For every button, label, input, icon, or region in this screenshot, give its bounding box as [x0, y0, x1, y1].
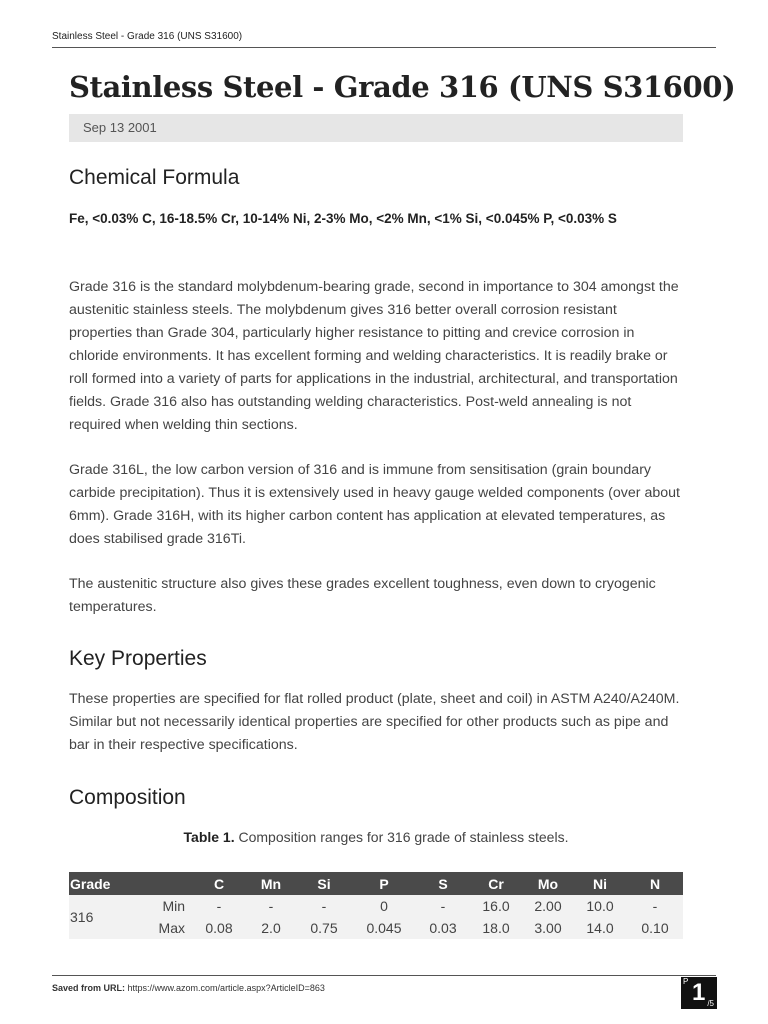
chemical-formula-heading: Chemical Formula: [69, 166, 240, 189]
table-cell: 16.0: [469, 895, 523, 917]
row-label-max: Max: [131, 917, 193, 939]
table-cell: -: [627, 895, 683, 917]
page-total: /5: [707, 999, 714, 1008]
table-cell: 0: [351, 895, 417, 917]
table-cell: 0.75: [297, 917, 351, 939]
table-caption-text: Composition ranges for 316 grade of stainless steels.: [238, 829, 569, 845]
key-properties-heading: Key Properties: [69, 647, 207, 670]
composition-heading: Composition: [69, 786, 186, 809]
table-cell: -: [417, 895, 469, 917]
table-cell: 14.0: [573, 917, 627, 939]
page-prefix: P: [683, 977, 689, 986]
table-cell: -: [297, 895, 351, 917]
table-row: [69, 895, 683, 917]
table-cell: 18.0: [469, 917, 523, 939]
header-mn: Mn: [245, 872, 297, 895]
publish-date: Sep 13 2001: [83, 120, 157, 135]
header-divider: [52, 47, 716, 48]
key-properties-paragraph: These properties are specified for flat rolled product (plate, sheet and coil) in ASTM A240/A240M. Similar but not necessarily identical properties are specified for other products such as pipe and bar in their respective specifications.: [69, 691, 680, 753]
table-row: [69, 917, 683, 939]
header-p: P: [351, 872, 417, 895]
row-label-min: Min: [131, 895, 193, 917]
table-caption-label: Table 1.: [183, 829, 235, 845]
table-cell: -: [245, 895, 297, 917]
composition-table: [69, 872, 683, 939]
page-number: 1: [692, 979, 706, 1006]
header-c: C: [193, 872, 245, 895]
intro-paragraph-1: Grade 316 is the standard molybdenum-bearing grade, second in importance to 304 amongst the austenitic stainless steels. The molybdenum gives 316 better overall corrosion resistant properties than Grade 304, particularly higher resistance to pitting and crevice corrosion in chloride environments. It has excellent forming and welding characteristics. It is readily brake or roll formed into a variety of parts for applications in the industrial, architectural, and transportation fields. Grade 316 also has outstanding welding characteristics. Post-weld annealing is not required when welding thin sections.: [69, 279, 679, 433]
running-header-title: Stainless Steel - Grade 316 (UNS S31600): [52, 31, 243, 42]
header-si: Si: [297, 872, 351, 895]
footer-saved-label: Saved from URL:: [52, 983, 126, 993]
footer-url-link[interactable]: https://www.azom.com/article.aspx?ArticleID=863: [127, 983, 325, 993]
footer-source: [52, 983, 325, 993]
table-cell: 0.045: [351, 917, 417, 939]
intro-paragraph-2: Grade 316L, the low carbon version of 316 and is immune from sensitisation (grain boundary carbide precipitation). Thus it is extensively used in heavy gauge welded components (over about 6mm). Grade 316H, with its higher carbon content has application at elevated temperatures, as does stabilised grade 316Ti.: [69, 462, 680, 547]
table-header-row: [69, 872, 683, 895]
table-cell: 0.03: [417, 917, 469, 939]
header-cr: Cr: [469, 872, 523, 895]
grade-cell: 316: [69, 895, 131, 939]
table-cell: 3.00: [523, 917, 573, 939]
header-s: S: [417, 872, 469, 895]
table-cell: 0.08: [193, 917, 245, 939]
page-title: Stainless Steel - Grade 316 (UNS S31600): [69, 70, 736, 104]
header-range: [131, 872, 193, 895]
date-bar: [69, 114, 683, 142]
table-cell: 2.0: [245, 917, 297, 939]
header-n: N: [627, 872, 683, 895]
header-ni: Ni: [573, 872, 627, 895]
table-caption: [0, 829, 752, 845]
table-cell: -: [193, 895, 245, 917]
page-number-badge: [681, 977, 717, 1009]
intro-paragraph-3: The austenitic structure also gives these grades excellent toughness, even down to cryogenic temperatures.: [69, 576, 656, 615]
table-cell: 10.0: [573, 895, 627, 917]
chemical-formula-text: Fe, <0.03% C, 16-18.5% Cr, 10-14% Ni, 2-3% Mo, <2% Mn, <1% Si, <0.045% P, <0.03% S: [69, 211, 617, 226]
table-cell: 0.10: [627, 917, 683, 939]
header-grade: Grade: [69, 872, 131, 895]
footer-divider: [52, 975, 716, 976]
header-mo: Mo: [523, 872, 573, 895]
table-cell: 2.00: [523, 895, 573, 917]
